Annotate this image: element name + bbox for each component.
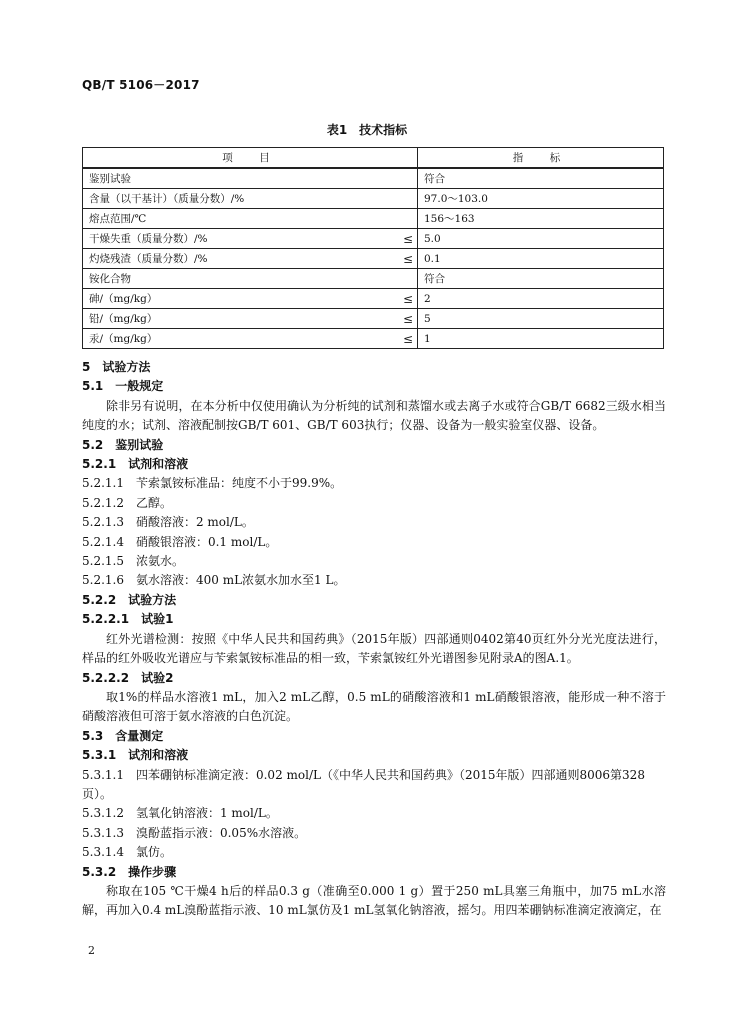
spec-value: 156～163 xyxy=(418,209,664,229)
spec-value: 2 xyxy=(418,289,664,309)
section-heading: 5.2.2 试验方法 xyxy=(82,592,177,607)
clause-item: 5.3.1.2 氢氧化钠溶液：1 mol/L。 xyxy=(82,806,278,821)
section-heading: 5.2.1 试剂和溶液 xyxy=(82,457,189,472)
paragraph: 取1%的样品水溶液1 mL，加入2 mL乙醇，0.5 mL的硝酸溶液和1 mL硝酸银溶液，能形成一种不溶于硝酸溶液但可溶于氨水溶液的白色沉淀。 xyxy=(82,689,666,724)
section-heading: 5.2.2.2 试验2 xyxy=(82,670,174,685)
table-row xyxy=(83,209,664,229)
spec-operator: ≤ xyxy=(399,229,418,249)
header-item: 项 目 xyxy=(83,148,418,169)
clause-item: 5.2.1.2 乙醇。 xyxy=(82,495,172,510)
page-number: 2 xyxy=(88,944,95,957)
table-row xyxy=(83,168,664,189)
spec-value: 97.0～103.0 xyxy=(418,189,664,209)
spec-operator xyxy=(399,269,418,289)
table-row xyxy=(83,269,664,289)
spec-operator xyxy=(399,189,418,209)
section-heading: 5 试验方法 xyxy=(82,360,151,374)
paragraph: 除非另有说明，在本分析中仅使用确认为分析纯的试剂和蒸馏水或去离子水或符合GB/T 6682三级水相当纯度的水；试剂、溶液配制按GB/T 601、GB/T 603执行；仪器、设备为一般实验室仪器、设备。 xyxy=(82,398,666,433)
spec-item: 鉴别试验 xyxy=(83,168,400,189)
clause-item: 5.2.1.1 苄索氯铵标准品：纯度不小于99.9%。 xyxy=(82,476,343,491)
spec-operator: ≤ xyxy=(399,249,418,269)
section-heading: 5.3.2 操作步骤 xyxy=(82,864,177,879)
table-row xyxy=(83,229,664,249)
spec-item: 汞/（mg/kg） xyxy=(83,329,400,349)
spec-table xyxy=(82,147,664,349)
section-heading: 5.2.2.1 试验1 xyxy=(82,612,174,627)
spec-item: 灼烧残渣（质量分数）/% xyxy=(83,249,400,269)
table-row xyxy=(83,189,664,209)
standard-code: QB/T 5106－2017 xyxy=(82,78,200,92)
clause-item: 5.3.1.3 溴酚蓝指示液：0.05%水溶液。 xyxy=(82,825,307,840)
spec-operator xyxy=(399,168,418,189)
spec-item: 干燥失重（质量分数）/% xyxy=(83,229,400,249)
spec-operator: ≤ xyxy=(399,309,418,329)
spec-value: 1 xyxy=(418,329,664,349)
table-row xyxy=(83,289,664,309)
clause-item: 5.2.1.4 硝酸银溶液：0.1 mol/L。 xyxy=(82,534,278,549)
spec-operator: ≤ xyxy=(399,289,418,309)
spec-value: 5.0 xyxy=(418,229,664,249)
spec-value: 5 xyxy=(418,309,664,329)
table-row xyxy=(83,329,664,349)
section-heading: 5.1 一般规定 xyxy=(82,379,164,394)
spec-item: 铅/（mg/kg） xyxy=(83,309,400,329)
clause-item: 5.2.1.6 氨水溶液：400 mL浓氨水加水至1 L。 xyxy=(82,573,346,588)
spec-value: 符合 xyxy=(418,269,664,289)
table-row xyxy=(83,249,664,269)
section-heading: 5.3 含量测定 xyxy=(82,728,164,743)
spec-item: 熔点范围/℃ xyxy=(83,209,400,229)
table-header-row xyxy=(83,148,664,169)
section-heading: 5.2 鉴别试验 xyxy=(82,437,164,452)
spec-value: 符合 xyxy=(418,168,664,189)
section-heading: 5.3.1 试剂和溶液 xyxy=(82,748,189,763)
clause-item: 5.3.1.4 氯仿。 xyxy=(82,845,172,860)
spec-operator: ≤ xyxy=(399,329,418,349)
clause-item: 5.3.1.1 四苯硼钠标准滴定液：0.02 mol/L（《中华人民共和国药典》（2015年版）四部通则8006第328页）。 xyxy=(82,767,645,801)
spec-value: 0.1 xyxy=(418,249,664,269)
header-value: 指 标 xyxy=(418,148,664,169)
clause-item: 5.2.1.5 浓氨水。 xyxy=(82,554,184,569)
spec-item: 铵化合物 xyxy=(83,269,400,289)
spec-item: 砷/（mg/kg） xyxy=(83,289,400,309)
clause-item: 5.2.1.3 硝酸溶液：2 mol/L。 xyxy=(82,515,254,530)
paragraph: 称取在105 ℃干燥4 h后的样品0.3 g（准确至0.000 1 g）置于250 mL具塞三角瓶中，加75 mL水溶解，再加入0.4 mL溴酚蓝指示液、10 mL氯仿及1 mL氢氧化钠溶液，摇匀。用四苯硼钠标准滴定液滴定，在 xyxy=(82,883,666,918)
table-row xyxy=(83,309,664,329)
document-body xyxy=(82,358,666,921)
spec-operator xyxy=(399,209,418,229)
spec-item: 含量（以干基计）（质量分数）/% xyxy=(83,189,400,209)
table-caption: 表1 技术指标 xyxy=(326,123,408,137)
paragraph: 红外光谱检测：按照《中华人民共和国药典》（2015年版）四部通则0402第40页红外分光光度法进行，样品的红外吸收光谱应与苄索氯铵标准品的相一致，苄索氯铵红外光谱图参见附录A的图A.1。 xyxy=(82,631,666,666)
